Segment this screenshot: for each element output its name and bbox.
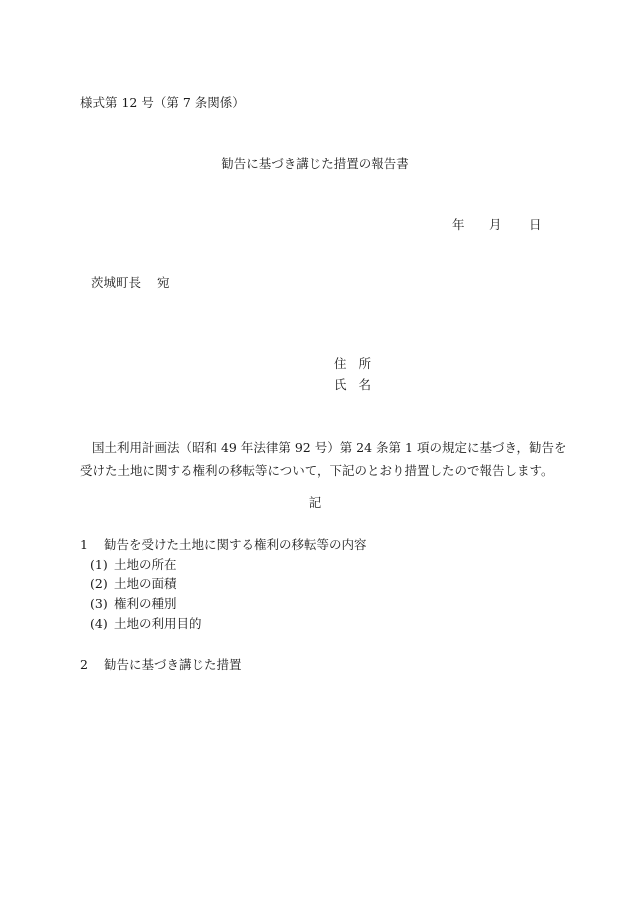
date-day-label: 日 <box>529 217 542 232</box>
addressee-name: 茨城町長 <box>91 275 142 290</box>
address-label-char-1: 住 <box>334 356 347 371</box>
name-label-char-2: 名 <box>358 377 372 392</box>
list-item <box>90 559 177 572</box>
section-title: 勧告に基づき講じた措置 <box>104 657 242 672</box>
date-month-label: 月 <box>489 217 502 232</box>
item-text: 土地の利用目的 <box>114 616 202 631</box>
item-label: (3) <box>90 596 108 611</box>
addressee-honorific: 宛 <box>157 275 170 290</box>
item-label: (2) <box>90 576 108 591</box>
section-title: 勧告を受けた土地に関する権利の移転等の内容 <box>104 537 367 552</box>
name-label-char-1: 氏 <box>334 377 347 392</box>
section-number: 1 <box>80 537 88 552</box>
section-number: 2 <box>80 657 88 672</box>
item-text: 土地の所在 <box>114 557 177 572</box>
item-text: 権利の種別 <box>114 596 177 611</box>
section-heading <box>80 539 367 552</box>
addressee <box>91 277 170 290</box>
reporter-address-label <box>334 358 371 371</box>
date-year-label: 年 <box>452 217 465 232</box>
section-heading <box>80 659 242 672</box>
ki-heading: 記 <box>308 495 322 510</box>
document-title: 勧告に基づき講じた措置の報告書 <box>221 156 409 171</box>
list-item <box>90 618 202 631</box>
address-label-char-2: 所 <box>358 356 372 371</box>
list-item <box>90 578 177 591</box>
date-line <box>452 219 542 232</box>
reporter-name-label <box>334 379 371 392</box>
item-label: (1) <box>90 557 108 572</box>
item-text: 土地の面積 <box>114 576 177 591</box>
item-label: (4) <box>90 616 108 631</box>
report-body-text: 国土利用計画法（昭和 49 年法律第 92 号）第 24 条第 1 項の規定に基づき，勧告を受けた土地に関する権利の移転等について，下記のとおり措置したので報告します。 <box>80 440 567 478</box>
form-number: 様式第 12 号（第 7 条関係） <box>80 95 245 110</box>
list-item <box>90 598 177 611</box>
